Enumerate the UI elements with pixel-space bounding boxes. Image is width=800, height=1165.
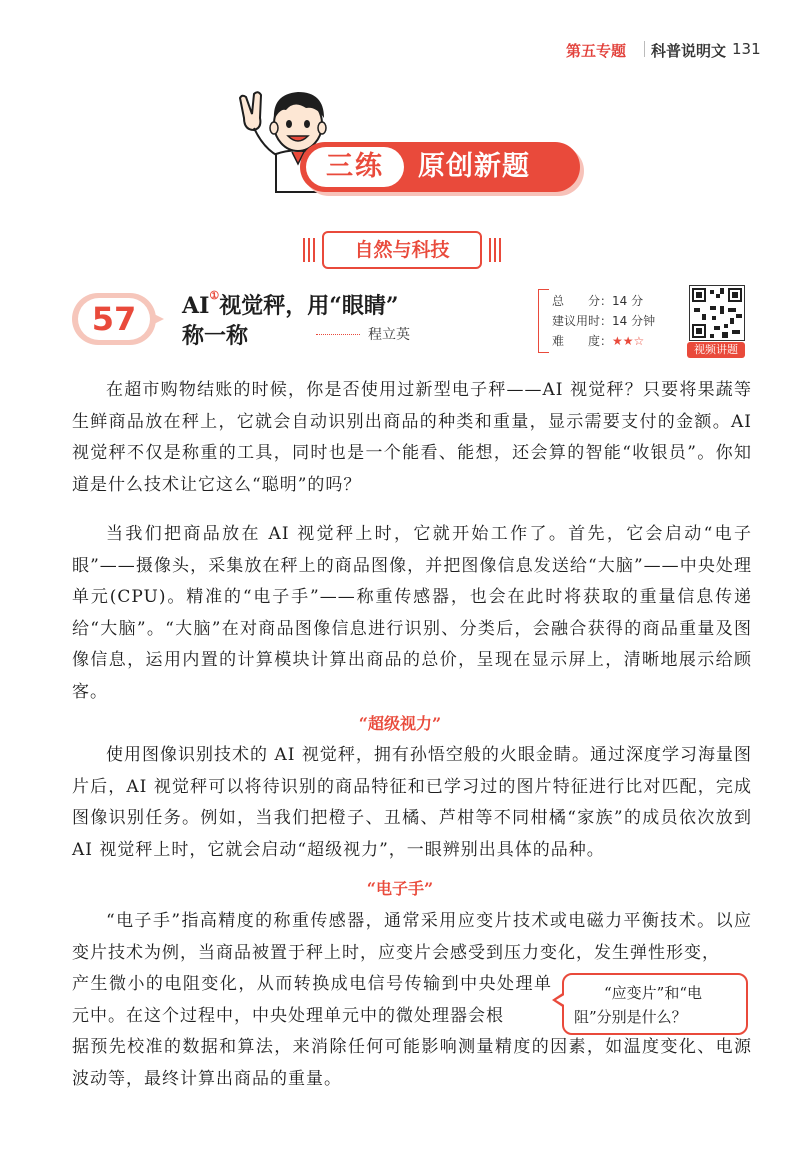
paragraph-2: 当我们把商品放在 AI 视觉秤上时，它就开始工作了。首先，它会启动“电子眼”——摄像头，采集放在秤上的商品图像，并把图像信息发送给“大脑”——中央处理单元(CPU)。精准的“电子手”——称重传感器，也会在此时将获取的重量信息传递给“大脑”。“大脑”在对商品图像信息进行识别、分类后，会融合获得的商品重量及图像信息，运用内置的计算模块计算出商品的总价，呈现在显示屏上，清晰地展示给顾客。 <box>72 524 752 702</box>
difficulty-stars: ★★☆ <box>612 334 645 348</box>
header-divider <box>644 41 645 57</box>
theme-tag: 自然与科技 <box>322 231 482 269</box>
info-suggested-time: 建议用时：14 分钟 <box>552 314 656 328</box>
qr-code-icon[interactable] <box>689 285 745 341</box>
theme-left-stripes-icon <box>300 236 316 264</box>
title-prefix: AI <box>182 293 210 319</box>
article-number: 57 <box>78 298 150 340</box>
chapter-label: 第五专题 <box>566 42 627 60</box>
footnote-mark: ① <box>209 289 220 302</box>
section-label: 科普说明文 <box>651 42 727 60</box>
article-number-tail <box>150 312 164 326</box>
article-title-line2: 称一称 <box>182 323 249 349</box>
page-number: 131 <box>732 40 761 58</box>
theme-right-stripes-icon <box>488 236 504 264</box>
paragraph-4b: 产生微小的电阻变化，从而转换成电信号传输到中央处理单元中。在这个过程中，中央处理单元中的微处理器会根 <box>72 974 552 1026</box>
paragraph-1: 在超市购物结账的时候，你是否使用过新型电子秤——AI 视觉秤？只要将果蔬等生鲜商品放在秤上，它就会自动识别出商品的种类和重量，显示需要支付的金额。AI 视觉秤不仅是称重的工具，同时也是一个能看、能想，还会算的智能“收银员”。你知道是什么技术让它这么“聪明”的吗？ <box>72 380 752 495</box>
info-bracket <box>538 289 549 353</box>
video-explain-label[interactable]: 视频讲题 <box>687 342 745 358</box>
paragraph-4c: 据预先校准的数据和算法，来消除任何可能影响测量精度的因素，如温度变化、电源波动等，最终计算出商品的重量。 <box>72 1037 752 1089</box>
article-title-line1 <box>182 289 399 320</box>
subhead-super-vision: “超级视力” <box>358 714 442 733</box>
difficulty-label: 难 度： <box>552 334 613 348</box>
info-total-score: 总 分：14 分 <box>552 294 644 308</box>
author-dotted-leader <box>316 334 360 335</box>
info-difficulty <box>552 332 644 349</box>
callout-tail-inner <box>556 994 566 1006</box>
paragraph-3: 使用图像识别技术的 AI 视觉秤，拥有孙悟空般的火眼金睛。通过深度学习海量图片后，AI 视觉秤可以将待识别的商品特征和已学习过的图片特征进行比对匹配，完成图像识别任务。例如，当我们把橙子、丑橘、芦柑等不同柑橘“家族”的成员依次放到 AI 视觉秤上时，它就会启动“超级视力”，一眼辨别出具体的品种。 <box>72 745 752 860</box>
title-suffix: 视觉秤，用“眼睛” <box>219 293 399 319</box>
paragraph-4a: “电子手”指高精度的称重传感器，通常采用应变片技术或电磁力平衡技术。以应变片技术为例，当商品被置于秤上时，应变片会感受到压力变化，发生弹性形变， <box>72 911 752 963</box>
banner-title: 原创新题 <box>418 151 530 182</box>
practice-label: 三练 <box>306 147 404 187</box>
article-author: 程立英 <box>368 327 410 343</box>
margin-question-callout: “应变片”和“电阻”分别是什么？ <box>562 973 748 1035</box>
subhead-electronic-hand: “电子手” <box>366 879 434 898</box>
